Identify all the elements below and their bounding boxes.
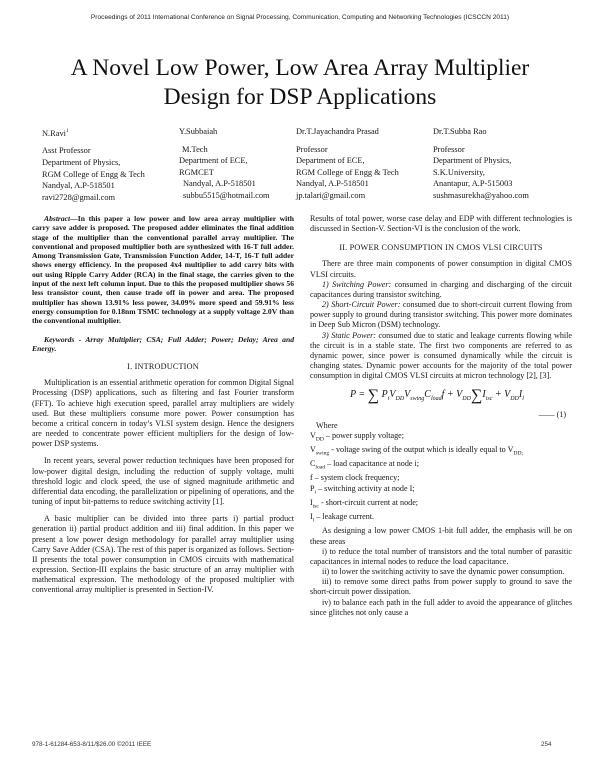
definition-item: $V_{DD}$ – power supply voltage; [310,430,404,443]
author-inst: RGM College of Engg & Tech [296,167,399,177]
author-name: Dr.T.Subba Rao [433,127,487,136]
author-city: Nandyal, A.P-518501 [183,179,256,189]
author-dept: Department of Physics, [42,157,121,167]
paragraph: In recent years, several power reduction techniques have been proposed for low-power digital design, including the reduction of supply voltage, multi threshold logic and clock speed, the use of signed magnitude arithmetic and differential data encoding, the parallelization or pipelining of operations, and the tuning of input bit-patterns to reduce switching activity [1]. [32,456,294,507]
footer-isbn: 978-1-61284-653-8/11/$26.00 ©2011 IEEE [32,741,152,748]
abstract-text: —In this paper a low power and low area array multiplier with carry save adder is proposed. The proposed adder eliminates the final addition stage of the multiplier than the conventional parallel array multiplier. The conventional and proposed multiplier both are synthesized with 16-T full adder. Among Transmission Gate, Transmission Function Adder, 14-T, 16-T full adder shows energy efficiency. In the proposed 4x4 multiplier to add carry bits with out using Ripple Carry Adder (RCA) in the final stage, the carries given to the input of the next left column input. Due to this the proposed multiplier shows 56 less transistor count, then cause trade off in power and area. The proposed multiplier has shown 13.91% less power, 34.09% more speed and 59.91% less energy consumption for 0.18nm TSMC technology at a supply voltage 2.0V than the conventional multiplier. [32,214,294,326]
author-inst: S.K.University, [433,167,485,177]
paragraph: As designing a low power CMOS 1-bit full adder, the emphasis will be on these areas [310,526,572,546]
author-1 [42,126,145,203]
list-item: iv) to balance each path in the full adder to avoid the appearance of glitches since glitches not only cause a [310,597,572,617]
title-line-2: Design for DSP Applications [163,84,437,110]
author-name: N.Ravi [42,128,66,138]
definition-item: $V_{swing}$ - voltage swing of the output which is ideally equal to $V_{DD;}$ [310,444,524,457]
author-name: Y.Subbaiah [179,127,218,136]
author-title: Asst Professor [42,146,91,156]
title-line-1: A Novel Low Power, Low Area Array Multiplier [70,55,530,81]
paragraph: There are three main components of power consumption in digital CMOS VLSI circuits. [310,259,572,279]
author-title: M.Tech [182,144,208,154]
power-component-2 [310,300,572,330]
author-dept: Department of Physics, [433,156,512,166]
author-title: Professor [296,144,328,154]
power-component-3 [310,331,572,382]
definition-item: $C_{load}$ – load capacitance at node i; [310,459,419,471]
abstract-lead: Abstract [44,214,71,223]
keywords [32,335,294,354]
section-heading-introduction: I. INTRODUCTION [127,362,199,372]
author-dept: Department of ECE, [296,156,365,166]
author-name: Dr.T.Jayachandra Prasad [296,127,379,136]
author-2 [179,126,270,202]
author-email: ravi2728@gmail.com [42,192,116,202]
list-item: iii) to remove some direct paths from power supply to ground to save the short-circuit power dissipation. [310,577,572,597]
paragraph: Multiplication is an essential arithmetic operation for common Digital Signal Processing (DSP) applications, such as filtering and fast Fourier transform (FFT). To achieve high execution speed, parallel array multipliers are widely used. But these multipliers consume more power. Power consumption has become a critical concern in today’s VLSI system design. Hence the designers are needed to concentrate power efficient multipliers for the design of low-power DSP systems. [32,378,294,449]
component-label: 2) Short-Circuit Power: [322,300,401,310]
component-text: consumed due to short-circuit current flowing from power supply to ground during transistor switching. This power more dominates in Deep Sub Micron (DSM) technology. [310,300,573,330]
definition-item: f – system clock frequency; [310,473,400,483]
author-4 [433,126,529,202]
author-dept: Department of ECE, [179,156,248,166]
component-label: 1) Switching Power: [322,279,392,289]
author-inst: RGM College of Engg & Tech [42,169,145,179]
paper-title [20,54,580,112]
component-label: 3) Static Power: [322,330,376,340]
definition-item: $P_i$ – switching activity at node I; [310,483,415,496]
power-component-1 [310,280,572,300]
keywords-text: Array Multiplier; CSA; Full Adder; Power; Delay; Area and Energy. [32,334,294,353]
abstract [32,214,294,326]
author-email: sushmasurekha@yahoo.com [433,190,529,200]
author-city: Nandyal, A.P-518501 [296,179,369,189]
author-3 [296,126,399,202]
paragraph: Results of total power, worse case delay and EDP with different technologies is discussed in Section-V. Section-VI is the conclusion of the work. [310,214,572,234]
author-email: jp.talari@gmail.com [296,190,366,200]
left-column [32,214,294,595]
conference-header: Proceedings of 2011 International Conference on Signal Processing, Communication, Computing and Networking Technologies (ICSCCN 2011) [90,14,510,21]
equation-number: —— (1) [538,410,566,420]
author-city: Nandyal, A.P-518501 [42,181,115,191]
definition-item: $I_l$ – leakage current. [310,512,375,524]
where-label: Where [316,420,338,430]
definitions-list [310,431,572,527]
list-item: i) to reduce the total number of transistors and the total number of parasitic capacitances in internal nodes to reduce the load capacitance. [310,546,572,566]
paragraph: A basic multiplier can be divided into three parts i) partial product generation ii) partial product addition and iii) final addition. In this paper we present a low power design methodology for parallel array multiplier using Carry Save Adder (CSA). The rest of this paper is organized as follows. Section-II presents the total power consumption in CMOS circuits with mathematical expression. Section-III explains the basic structure of an array multiplier with mathematical expression. The methodology of the proposed multiplier with conventional array multiplier is presented in Section-IV. [32,514,294,595]
author-inst: RGMCET [179,167,214,177]
power-equation: P = ∑ $P_iV_{DD}V_{swing}C_{load}f + V_{DD}\sum I_{isc} + V_{DD}I_l$ [350,387,524,405]
keywords-lead: Keywords - [44,334,82,344]
right-column [310,214,572,618]
author-superscript: 1 [65,129,69,134]
section-heading-power: II. POWER CONSUMPTION IN CMOS VLSI CIRCUITS [339,243,543,253]
component-text: consumed in charging and discharging of the circuit capacitances during transistor switching. [310,279,572,299]
author-email: subbu5515@hotmail.com [183,190,270,200]
component-text: consumed due to static and leakage currents flowing while the circuit is in a stable state. The first two components are referred to as dynamic power, since power is consumed dynamically while the circuit is changing states. Dynamic power accounts for the majority of the total power consumption in digital CMOS VLSI circuits at micron technology [2], [3]. [310,330,572,381]
author-city: Anantapur, A.P-515003 [433,179,513,189]
footer-page-number: 254 [541,741,552,748]
list-item: ii) to lower the switching activity to save the dynamic power consumption. [322,567,565,577]
definition-item: $I_{isc}$ - short-circuit current at node; [310,498,419,510]
author-title: Professor [433,144,465,154]
